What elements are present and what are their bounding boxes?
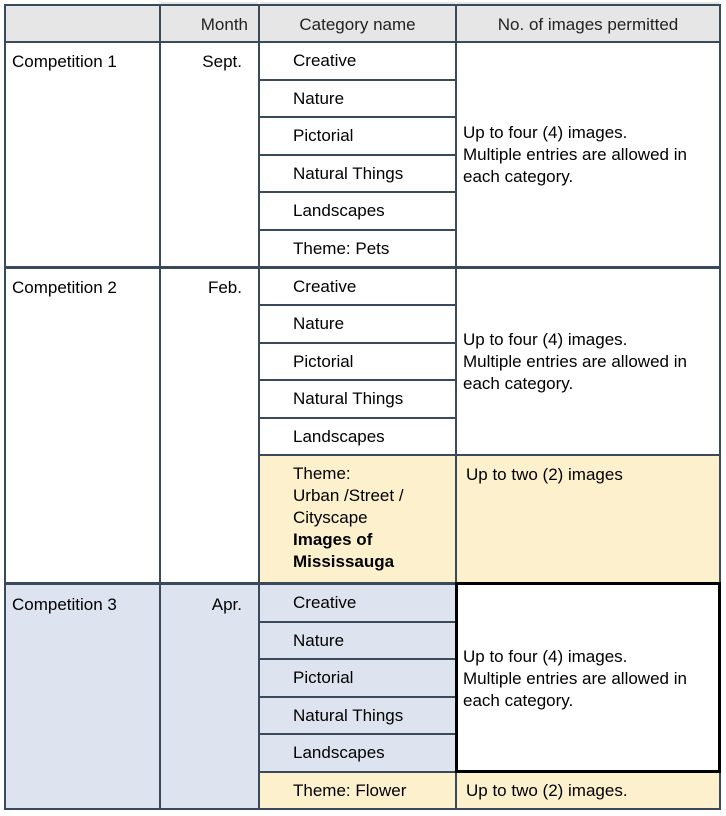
- row-divider: [260, 696, 455, 698]
- permitted-line: Up to four (4) images.: [463, 330, 628, 349]
- theme-line-bold: Mississauga: [293, 552, 395, 571]
- competition-3-category: Natural Things: [293, 706, 404, 725]
- highlight-border: [455, 582, 458, 773]
- competition-3-month: Apr.: [211, 595, 242, 614]
- competition-2-category: Nature: [293, 314, 345, 333]
- theme-line: Theme:: [293, 464, 351, 483]
- competition-3-category: Creative: [293, 593, 357, 612]
- highlight-border: [455, 770, 721, 773]
- competition-1-month: Sept.: [202, 52, 242, 71]
- row-divider: [260, 417, 455, 419]
- competition-1-images-permitted: [457, 43, 719, 267]
- permitted-line: Up to four (4) images.: [463, 647, 628, 666]
- theme-line-bold: Images of: [293, 530, 373, 549]
- row-divider: [260, 229, 455, 231]
- row-divider: [260, 154, 455, 156]
- theme-line: Cityscape: [293, 508, 368, 527]
- competition-3-images-permitted: [457, 586, 719, 772]
- competition-1-name: Competition 1: [12, 52, 117, 71]
- competition-3-category: Landscapes: [293, 743, 385, 762]
- row-divider: [260, 621, 455, 623]
- header-category-name: Category name: [260, 2, 455, 42]
- competition-1-category: Creative: [293, 51, 357, 70]
- competition-divider: [4, 266, 721, 269]
- competition-1-theme-category: Theme: Pets: [293, 239, 390, 258]
- competition-2-category: Pictorial: [293, 352, 354, 371]
- competition-3-theme-images-permitted: Up to two (2) images.: [466, 781, 628, 800]
- competition-3-background: [6, 584, 258, 810]
- competition-3-theme-category: Theme: Flower: [293, 781, 407, 800]
- row-divider: [260, 342, 455, 344]
- competition-1-category: Landscapes: [293, 201, 385, 220]
- row-divider: [260, 379, 455, 381]
- competition-2-category: Natural Things: [293, 389, 404, 408]
- table-border-left: [4, 4, 6, 810]
- theme-line: Urban /Street /: [293, 486, 404, 505]
- header-images-permitted: No. of images permitted: [457, 2, 719, 42]
- competition-2-category: Creative: [293, 277, 357, 296]
- competition-1-category: Nature: [293, 89, 345, 108]
- row-divider: [260, 658, 455, 660]
- permitted-line: Multiple entries are allowed in: [463, 669, 687, 688]
- competition-3-category: Pictorial: [293, 668, 354, 687]
- permitted-line: Up to four (4) images.: [463, 123, 628, 142]
- row-divider: [260, 733, 455, 735]
- row-divider: [260, 116, 455, 118]
- competition-3-name: Competition 3: [12, 595, 117, 614]
- competition-1-category: Pictorial: [293, 126, 354, 145]
- header-blank-cell: [6, 6, 159, 42]
- header-month: Month: [161, 2, 258, 42]
- competition-3-category: Nature: [293, 631, 345, 650]
- highlight-border: [455, 582, 721, 585]
- permitted-line: Multiple entries are allowed in: [463, 352, 687, 371]
- permitted-line: each category.: [463, 167, 574, 186]
- competition-2-name: Competition 2: [12, 278, 117, 297]
- column-divider: [159, 4, 161, 810]
- competition-2-theme-images-permitted: Up to two (2) images: [466, 465, 623, 484]
- row-divider: [260, 304, 455, 306]
- header-divider: [4, 41, 721, 43]
- competition-2-theme-category: [260, 456, 455, 583]
- competition-2-category: Landscapes: [293, 427, 385, 446]
- table-border-top: [4, 4, 721, 6]
- table-border-bottom: [4, 808, 721, 810]
- permitted-line: each category.: [463, 374, 574, 393]
- row-divider: [260, 79, 455, 81]
- highlight-border: [718, 582, 721, 773]
- competition-1-category: Natural Things: [293, 164, 404, 183]
- column-divider: [258, 4, 260, 810]
- permitted-line: Multiple entries are allowed in: [463, 145, 687, 164]
- permitted-line: each category.: [463, 691, 574, 710]
- competition-2-month: Feb.: [207, 278, 242, 297]
- row-divider: [260, 191, 455, 193]
- row-divider: [260, 454, 721, 456]
- competition-2-images-permitted: [457, 269, 719, 455]
